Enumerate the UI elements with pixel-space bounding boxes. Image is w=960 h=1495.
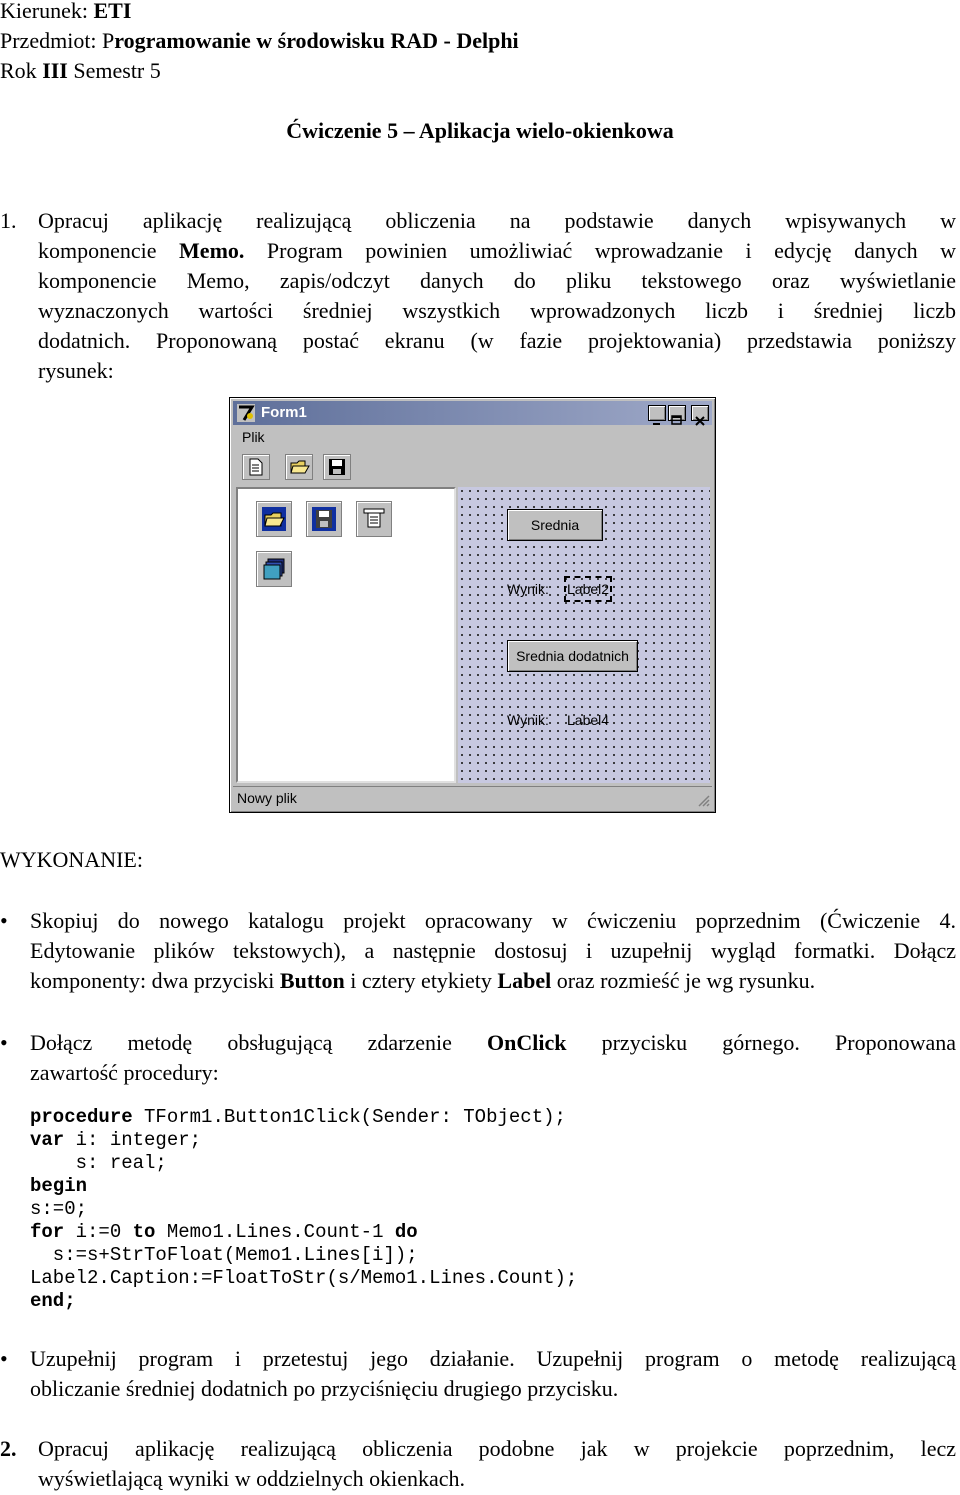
code-l2-rest: i: integer; xyxy=(64,1129,202,1151)
task1-memo-bold: Memo. xyxy=(179,238,245,263)
bullet2-line2: zawartość procedury: xyxy=(30,1060,219,1085)
label1-wynik: Wynik: xyxy=(507,581,549,597)
delphi-form-window xyxy=(229,397,716,813)
kierunek-value: ETI xyxy=(93,0,132,23)
main-menu-icon xyxy=(362,507,386,531)
bullet1-line2: Edytowanie plików tekstowych), a następnie dostosuj i uzupełnij wygląd formatki. Dołącz xyxy=(30,938,956,963)
resize-grip-icon[interactable] xyxy=(696,793,710,807)
task1-line6: rysunek: xyxy=(38,358,114,383)
bullet1-text-c: i cztery etykiety xyxy=(344,968,498,993)
bullet1-line1: Skopiuj do nowego katalogu projekt opracowany w ćwiczeniu poprzednim (Ćwiczenie 4. xyxy=(30,908,956,933)
image-list-icon xyxy=(262,557,286,581)
button2-srednia-dodatnich[interactable]: Srednia dodatnich xyxy=(507,640,638,672)
code-kw-for: for xyxy=(30,1221,65,1243)
code-kw-end: end; xyxy=(30,1290,76,1312)
task1-line2-a: komponencie xyxy=(38,238,180,263)
header-line-przedmiot xyxy=(0,26,519,56)
form-title: Form1 xyxy=(261,404,307,421)
label3-wynik: Wynik: xyxy=(507,712,549,728)
bullet1-label-bold: Label xyxy=(497,968,552,993)
toolbar-new-button[interactable] xyxy=(242,454,270,480)
code-line-4 xyxy=(30,1175,87,1198)
bullet2-text-a: Dołącz metodę obsługującą zdarzenie xyxy=(30,1030,487,1055)
task1-line2 xyxy=(38,236,956,266)
bullet1-text-e: oraz rozmieść je wg rysunku. xyxy=(551,968,816,993)
open-folder-icon xyxy=(290,458,310,476)
bullet2-onclick-bold: OnClick xyxy=(486,1030,567,1055)
rok-label: Rok xyxy=(0,58,43,83)
task1-number: 1. xyxy=(0,208,17,233)
task1-line3: komponencie Memo, zapis/odczyt danych do pliku tekstowego oraz wyświetlanie xyxy=(38,268,956,293)
bullet1-line3 xyxy=(30,966,815,996)
code-kw-var: var xyxy=(30,1129,65,1151)
code-l1-rest: TForm1.Button1Click(Sender: TObject); xyxy=(132,1106,566,1128)
bullet2-dot: • xyxy=(0,1030,8,1055)
code-line-8: Label2.Caption:=FloatToStr(s/Memo1.Lines.Count); xyxy=(30,1267,578,1289)
task1-line4: wyznaczonych wartości średniej wszystkich wprowadzonych liczb i średniej liczb xyxy=(38,298,956,323)
form-design-area xyxy=(458,487,710,783)
header-line-kierunek xyxy=(0,0,131,26)
bullet3-dot: • xyxy=(0,1346,8,1371)
code-line-5: s:=0; xyxy=(30,1198,88,1220)
delphi-app-icon xyxy=(237,404,255,422)
toolbar-save-button[interactable] xyxy=(323,454,351,480)
header-line-rok xyxy=(0,56,161,86)
semestr-text: Semestr 5 xyxy=(67,58,161,83)
open-dialog-icon xyxy=(262,507,286,531)
bullet2-text-c: przycisku górnego. Proponowana xyxy=(566,1030,956,1055)
maximize-button[interactable] xyxy=(668,405,686,421)
code-l6-mid: i:=0 xyxy=(64,1221,133,1243)
save-dialog-component[interactable] xyxy=(306,501,342,537)
new-file-icon xyxy=(247,458,265,476)
kierunek-label: Kierunek: xyxy=(0,0,94,23)
code-line-7: s:=s+StrToFloat(Memo1.Lines[i]); xyxy=(30,1244,418,1266)
task2-line2: wyświetlającą wyniki w oddzielnych okienkach. xyxy=(38,1466,466,1491)
rok-value: III xyxy=(42,58,68,83)
open-dialog-component[interactable] xyxy=(256,501,292,537)
code-kw-procedure: procedure xyxy=(30,1106,133,1128)
przedmiot-value: rogramowanie w środowisku RAD - Delphi xyxy=(114,28,519,53)
bullet2-line1 xyxy=(30,1028,956,1058)
minimize-button[interactable] xyxy=(648,405,666,421)
bullet3-line1: Uzupełnij program i przetestuj jego działanie. Uzupełnij program o metodę realizującą xyxy=(30,1346,956,1371)
save-dialog-icon xyxy=(312,507,336,531)
form-statusbar xyxy=(233,786,712,809)
code-kw-to: to xyxy=(132,1221,156,1243)
button1-srednia[interactable]: Srednia xyxy=(507,509,603,541)
task2-line1: Opracuj aplikację realizującą obliczenia podobne jak w projekcie poprzednim, lecz xyxy=(38,1436,956,1461)
task1-line2-b: Program powinien umożliwiać wprowadzanie i edycję danych w xyxy=(244,238,956,263)
close-button[interactable] xyxy=(691,405,709,421)
code-l6-mid2: Memo1.Lines.Count-1 xyxy=(155,1221,395,1243)
code-kw-do: do xyxy=(394,1221,418,1243)
task1-line1: Opracuj aplikację realizującą obliczenia na podstawie danych wpisywanych w xyxy=(38,208,956,233)
memo1-component[interactable] xyxy=(236,487,456,783)
bullet1-dot: • xyxy=(0,908,8,933)
code-line-2 xyxy=(30,1129,201,1152)
main-menu-component[interactable] xyxy=(356,501,392,537)
task2-number: 2. xyxy=(0,1436,17,1461)
label2-selected[interactable]: Label2 xyxy=(567,581,610,597)
image-list-component[interactable] xyxy=(256,551,292,587)
code-kw-begin: begin xyxy=(30,1175,88,1197)
label4: Label4 xyxy=(567,712,610,728)
przedmiot-label: Przedmiot: P xyxy=(0,28,115,53)
form-toolbar xyxy=(233,451,712,483)
save-disk-icon xyxy=(328,458,346,476)
section-wykonanie: WYKONANIE: xyxy=(0,847,143,872)
menu-item-plik[interactable]: Plik xyxy=(242,429,265,445)
code-line-6 xyxy=(30,1221,418,1244)
code-line-1 xyxy=(30,1106,566,1129)
bullet1-text-a: komponenty: dwa przyciski xyxy=(30,968,280,993)
bullet1-button-bold: Button xyxy=(279,968,345,993)
code-line-9 xyxy=(30,1290,76,1313)
bullet3-line2: obliczanie średniej dodatnich po przyciśnięciu drugiego przycisku. xyxy=(30,1376,619,1401)
code-line-3: s: real; xyxy=(30,1152,167,1174)
exercise-title: Ćwiczenie 5 – Aplikacja wielo-okienkowa xyxy=(286,118,674,143)
form-menubar xyxy=(233,425,712,449)
task1-line5: dodatnich. Proponowaną postać ekranu (w fazie projektowania) przedstawia poniższy xyxy=(38,328,956,353)
status-text: Nowy plik xyxy=(237,790,297,806)
toolbar-open-button[interactable] xyxy=(285,454,313,480)
form-titlebar xyxy=(233,401,712,425)
